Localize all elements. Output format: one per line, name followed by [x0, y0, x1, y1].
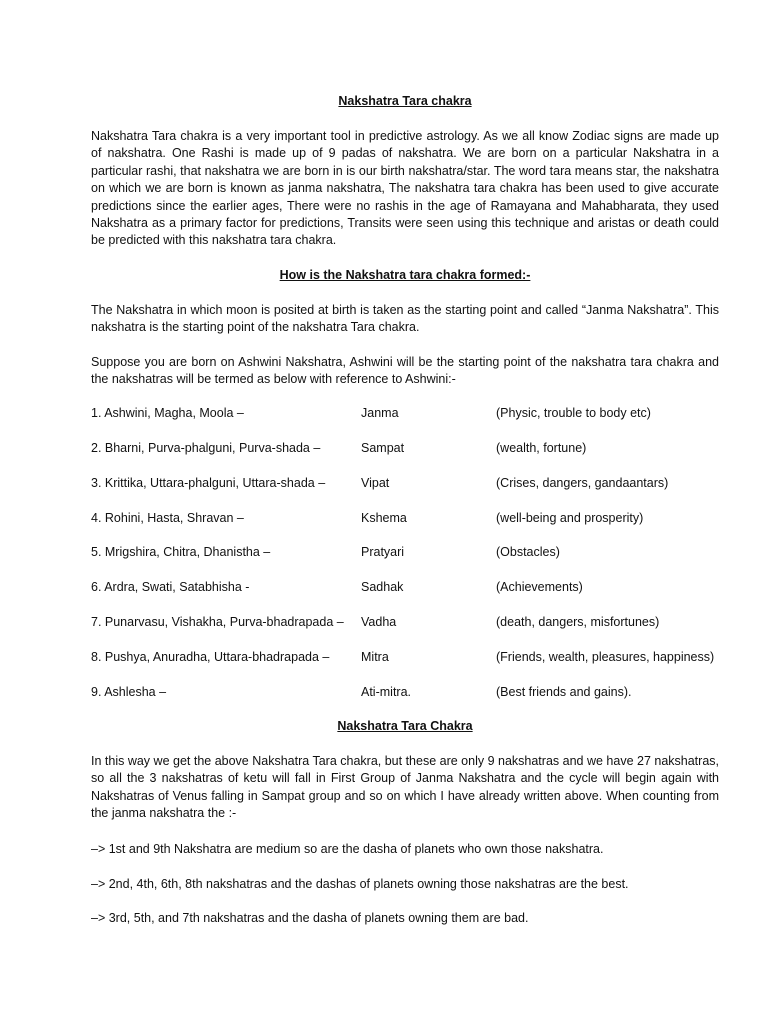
tara-cell: Ati-mitra. — [361, 685, 411, 699]
tara-cell: Kshema — [361, 511, 407, 525]
meaning-cell: (Crises, dangers, gandaantars) — [496, 476, 669, 490]
janma-paragraph: The Nakshatra in which moon is posited at birth is taken as the starting point and called “Janma Nakshatra”. This nakshatra is the starting point of the nakshatra Tara chakra. — [91, 303, 719, 335]
tara-cell: Pratyari — [361, 545, 405, 559]
nakshatra-cell: 5. Mrigshira, Chitra, Dhanistha – — [91, 545, 271, 559]
suppose-paragraph: Suppose you are born on Ashwini Nakshatra, Ashwini will be the starting point of the nakshatra tara chakra and the nakshatras will be termed as below with reference to Ashwini:- — [91, 355, 719, 387]
table-row — [91, 650, 731, 668]
table-row — [91, 615, 731, 633]
tara-cell: Sampat — [361, 441, 405, 455]
nakshatra-cell: 2. Bharni, Purva-phalguni, Purva-shada – — [91, 441, 321, 455]
meaning-cell: (Physic, trouble to body etc) — [496, 406, 651, 420]
meaning-cell: (death, dangers, misfortunes) — [496, 615, 660, 629]
table-row — [91, 545, 731, 563]
tara-cell: Janma — [361, 406, 399, 420]
meaning-cell: (Friends, wealth, pleasures, happiness) — [496, 650, 715, 664]
nakshatra-cell: 8. Pushya, Anuradha, Uttara-bhadrapada – — [91, 650, 330, 664]
meaning-cell: (wealth, fortune) — [496, 441, 587, 455]
cycle-paragraph: In this way we get the above Nakshatra Tara chakra, but these are only 9 nakshatras and we have 27 nakshatras, so all the 3 nakshatras of ketu will fall in First Group of Janma Nakshatra and the cycle will begin again with Nakshatras of Venus falling in Sampat group and so on which I have already written above. When counting from the janma nakshatra the :- — [91, 754, 719, 821]
tara-cell: Mitra — [361, 650, 389, 664]
table-caption: Nakshatra Tara Chakra — [337, 719, 473, 733]
nakshatra-cell: 4. Rohini, Hasta, Shravan – — [91, 511, 244, 525]
meaning-cell: (Best friends and gains). — [496, 685, 632, 699]
nakshatra-cell: 1. Ashwini, Magha, Moola – — [91, 406, 244, 420]
table-row — [91, 441, 731, 459]
tara-cell: Vadha — [361, 615, 397, 629]
table-row — [91, 580, 731, 598]
page-title: Nakshatra Tara chakra — [338, 94, 472, 108]
nakshatra-cell: 9. Ashlesha – — [91, 685, 167, 699]
tara-cell: Vipat — [361, 476, 390, 490]
meaning-cell: (well-being and prosperity) — [496, 511, 644, 525]
list-item: –> 2nd, 4th, 6th, 8th nakshatras and the dashas of planets owning those nakshatras are the best. — [91, 877, 629, 891]
table-row — [91, 476, 731, 494]
table-row — [91, 511, 731, 529]
list-item: –> 1st and 9th Nakshatra are medium so are the dasha of planets who own those nakshatra. — [91, 842, 604, 856]
meaning-cell: (Achievements) — [496, 580, 583, 594]
tara-cell: Sadhak — [361, 580, 404, 594]
section-heading: How is the Nakshatra tara chakra formed:- — [279, 268, 531, 282]
nakshatra-cell: 6. Ardra, Swati, Satabhisha - — [91, 580, 250, 594]
table-row — [91, 685, 731, 703]
meaning-cell: (Obstacles) — [496, 545, 560, 559]
list-item: –> 3rd, 5th, and 7th nakshatras and the dasha of planets owning them are bad. — [91, 911, 529, 925]
nakshatra-cell: 7. Punarvasu, Vishakha, Purva-bhadrapada – — [91, 615, 344, 629]
table-row — [91, 406, 731, 424]
intro-paragraph: Nakshatra Tara chakra is a very important tool in predictive astrology. As we all know Zodiac signs are made up of nakshatra. One Rashi is made up of 9 padas of nakshatra. We are born on a particular Nakshatra in a particular rashi, that nakshatra we are born in is our birth nakshatra/star. The word tara means star, the nakshatra on which we are born is known as janma nakshatra, The nakshatra tara chakra has been used to give accurate predictions since the earlier ages, There were no rashis in the age of Ramayana and Mahabharata, they used Nakshatra as a primary factor for predictions, Transits were seen using this technique and aristas or death could be predicted with this nakshatra tara chakra. — [91, 129, 719, 248]
nakshatra-cell: 3. Krittika, Uttara-phalguni, Uttara-shada – — [91, 476, 326, 490]
